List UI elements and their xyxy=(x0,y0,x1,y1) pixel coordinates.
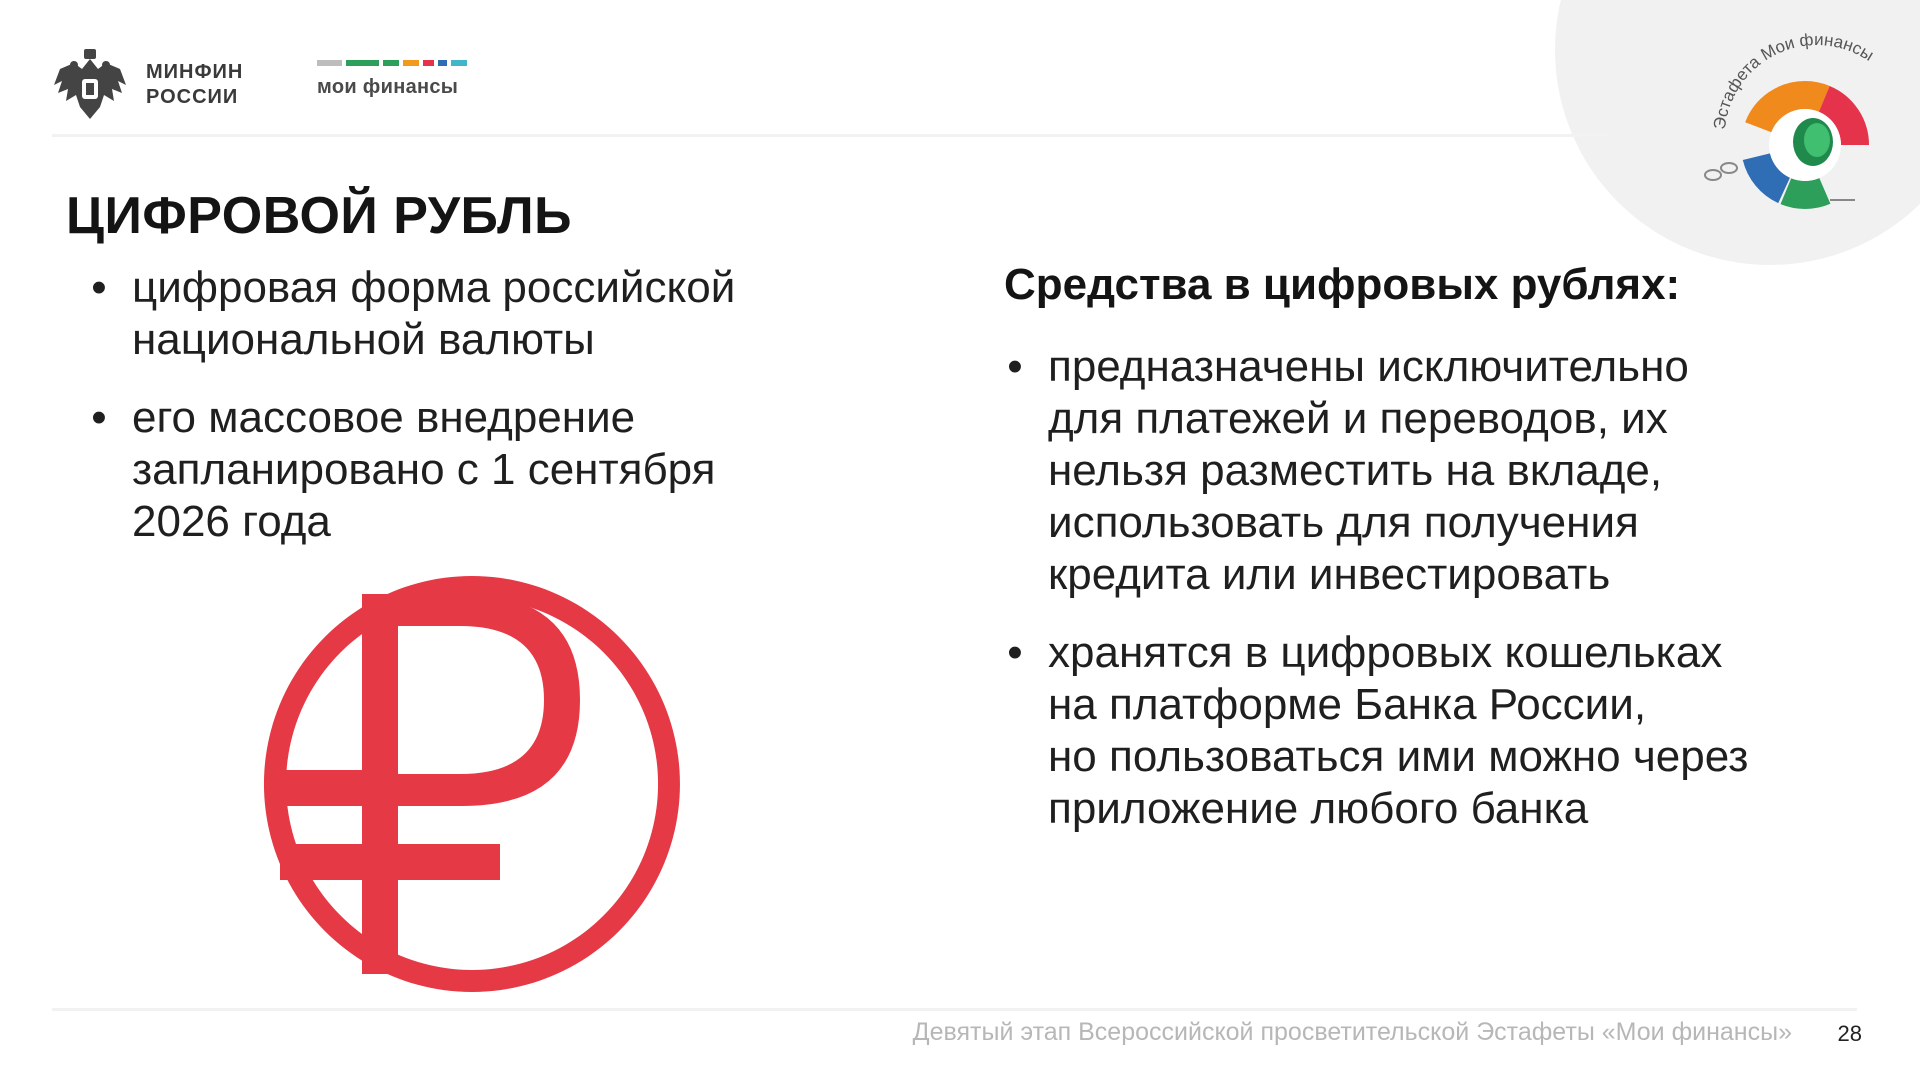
header xyxy=(52,40,243,130)
footer-divider xyxy=(52,1008,1857,1011)
bullet-icon: • xyxy=(91,393,107,442)
bullet-line: 2026 года xyxy=(132,497,331,546)
bullet-line: приложение любого банка xyxy=(1048,784,1589,833)
relay-logo-icon xyxy=(1645,10,1885,220)
digital-ruble-icon xyxy=(262,574,682,994)
bullet-line: хранятся в цифровых кошельках xyxy=(1048,628,1723,677)
left-bullet-list xyxy=(84,262,735,548)
bullet-icon: • xyxy=(91,263,107,312)
section-heading: Средства в цифровых рублях: xyxy=(1004,260,1681,309)
page-number: 28 xyxy=(1837,1021,1862,1046)
list-item xyxy=(84,392,735,548)
list-item xyxy=(1000,341,1748,601)
brand-color-bars xyxy=(317,60,467,66)
brand-logo xyxy=(317,60,467,99)
bullet-icon: • xyxy=(1007,342,1023,391)
brand-bar xyxy=(451,60,467,66)
brand-bar xyxy=(346,60,378,66)
bullet-line: национальной валюты xyxy=(132,315,595,364)
bullet-line: нельзя разместить на вкладе, xyxy=(1048,446,1663,495)
bullet-line: его массовое внедрение xyxy=(132,393,636,442)
slide-title: ЦИФРОВОЙ РУБЛЬ xyxy=(66,187,573,245)
bullet-line: кредита или инвестировать xyxy=(1048,550,1611,599)
org-name-line-1: МИНФИН xyxy=(146,61,244,83)
bullet-line: на платформе Банка России, xyxy=(1048,680,1647,729)
bullet-line: запланировано с 1 сентября xyxy=(132,445,716,494)
brand-bar xyxy=(383,60,399,66)
header-divider xyxy=(52,134,1612,137)
relay-badge-text: Эстафета Мои финансы xyxy=(1709,29,1878,131)
footer-caption: Девятый этап Всероссийской просветительской Эстафеты «Мои финансы» xyxy=(912,1018,1792,1046)
bullet-line: цифровая форма российской xyxy=(132,263,736,312)
brand-bar xyxy=(403,60,419,66)
brand-bar xyxy=(423,60,434,66)
org-name xyxy=(146,60,243,110)
bullet-line: предназначены исключительно xyxy=(1048,342,1689,391)
bullet-icon: • xyxy=(1007,628,1023,677)
brand-name: мои финансы xyxy=(317,76,459,98)
org-name-line-2: РОССИИ xyxy=(146,86,239,108)
bullet-line: но пользоваться ими можно через xyxy=(1048,732,1749,781)
bullet-line: для платежей и переводов, их xyxy=(1048,394,1668,443)
bullet-line: использовать для получения xyxy=(1048,498,1639,547)
list-item xyxy=(1000,627,1748,835)
right-bullet-list xyxy=(1000,341,1748,835)
double-headed-eagle-icon xyxy=(52,45,128,125)
brand-bar xyxy=(438,60,447,66)
brand-bar xyxy=(317,60,342,66)
list-item xyxy=(84,262,735,366)
